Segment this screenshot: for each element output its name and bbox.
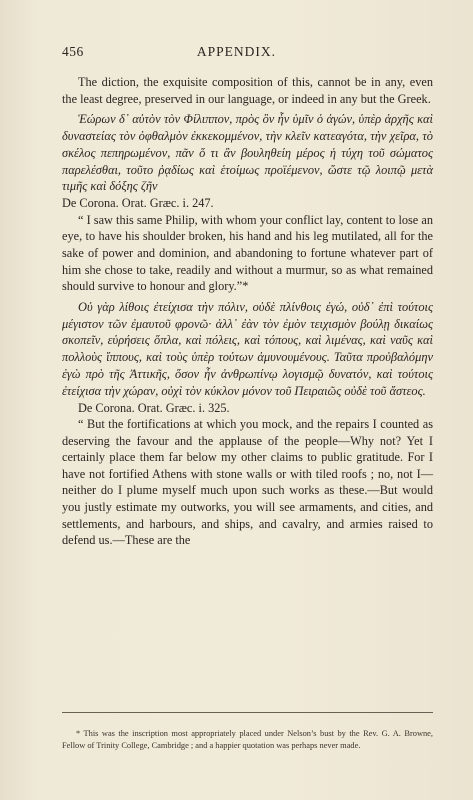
running-header — [62, 44, 433, 60]
greek-quotation-1: Ἑώρων δ᾽ αὐτὸν τὸν Φίλιππον, πρὸς ὃν ἦν ὑμῖν ὁ ἀγών, ὑπὲρ ἀρχῆς καὶ δυναστείας τὸν ὀφθαλμὸν ἐκκεκομμένον, τὴν κλεῖν κατεαγότα, τὴν χεῖρα, τὸ σκέλος πεπηρωμένον, πᾶν ὅ τι ἂν βουληθείη μέρος ἡ τύχη τοῦ σώματος παρελέσθαι, τοῦτο ῥᾳδίως καὶ ἑτοίμως προϊέμενον, ὥστε τῷ λοιπῷ μετὰ τιμῆς καὶ δόξης ζῆν — [62, 112, 433, 194]
greek-quotation-2: Οὐ γὰρ λίθοις ἐτείχισα τὴν πόλιν, οὐδὲ πλίνθοις ἐγώ, οὐδ᾽ ἐπὶ τούτοις μέγιστον τῶν ἐμαυτοῦ φρονῶ· ἀλλ᾽ ἐὰν τὸν ἐμὸν τειχισμὸν βούλῃ δικαίως σκοπεῖν, εὑρήσεις ὅπλα, καὶ πόλεις, καὶ τόπους, καὶ λιμένας, καὶ ναῦς καὶ πολλοὺς ἵππους, καὶ τοὺς ὑπὲρ τούτων ἀμυνουμένους. Ταῦτα προὐβαλόμην ἐγὼ πρὸ τῆς Ἀττικῆς, ὅσον ἦν ἀνθρωπίνῳ λογισμῷ δυνατόν, καὶ τούτοις ἐτείχισα τὴν χώραν, οὐχὶ τὸν κύκλον μόνον τοῦ Πειραιῶς οὐδὲ τοῦ ἄστεος. — [62, 299, 433, 398]
footnote-divider — [62, 712, 433, 713]
running-title: APPENDIX. — [196, 44, 277, 59]
translation-1: “ I saw this same Philip, with whom your conflict lay, content to lose an eye, to have his shoulder broken, his hand and his leg mutilated, all for the sake of power and dominion, and abandoning to fortune whatever part of him she chose to take, readily and without a murmur, so as what remained should survive to honour and glory.”* — [62, 212, 433, 294]
intro-paragraph: The diction, the exquisite composition of this, cannot be in any, even the least degree, preserved in our language, or indeed in any but the Greek. — [62, 75, 433, 106]
citation-1: De Corona. Orat. Græc. i. 247. — [62, 196, 214, 211]
page-number: 456 — [62, 44, 84, 59]
page-body — [62, 74, 433, 549]
translation-2: “ But the fortifications at which you mock, and the repairs I counted as deserving the favour and the applause of the people—Why not? Yet I certainly place them far below my other claims to public gratitude. For I have not fortified Athens with stone walls or with tiled roofs ; no, not I—neither do I plume myself much upon such works as these.—But would you justly estimate my outworks, you will see armaments, and cities, and settlements, and harbours, and ships, and cavalry, and armies raised to defend us.—These are the — [62, 417, 433, 548]
footnote-text: * This was the inscription most appropriately placed under Nelson’s bust by the Rev. G. A. Browne, Fellow of Trinity College, Cambridge ; and a happier quotation was perhaps never made. — [62, 729, 433, 750]
citation-2: De Corona. Orat. Græc. i. 325. — [78, 400, 230, 415]
footnote — [62, 720, 433, 760]
